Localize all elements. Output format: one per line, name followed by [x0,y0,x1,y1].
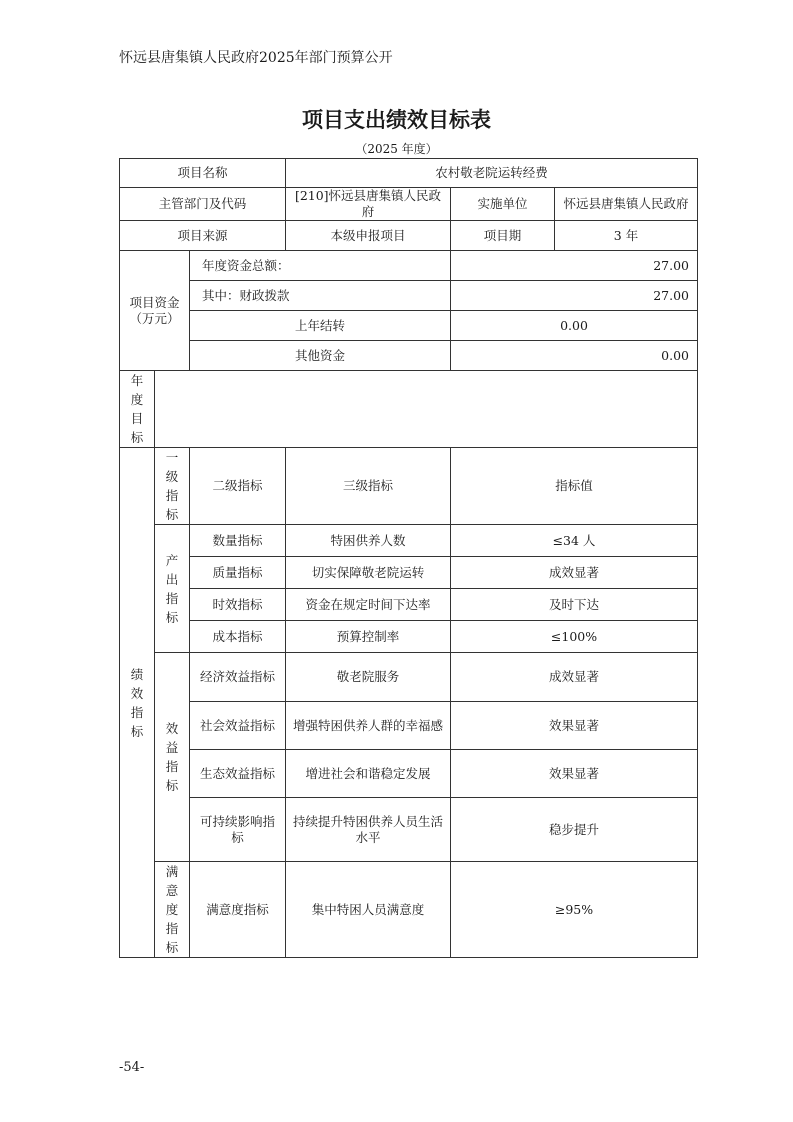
output-value: ≤100% [451,621,698,653]
table-row [120,371,698,448]
benefit-level3: 持续提升特困供养人员生活水平 [286,798,451,862]
table-row [120,525,698,557]
output-level3: 切实保障敬老院运转 [286,557,451,589]
output-value: 及时下达 [451,589,698,621]
period-value: 3 年 [555,221,698,251]
output-level2: 时效指标 [190,589,286,621]
funds-carryover-label: 上年结转 [190,311,451,341]
output-level2: 成本指标 [190,621,286,653]
header-level1: 一级指标 [165,450,179,522]
table-row [120,621,698,653]
table-row [120,251,698,281]
impl-value: 怀远县唐集镇人民政府 [555,188,698,221]
table-row [120,188,698,221]
satisfaction-value: ≥95% [451,862,698,958]
indicators-group-label: 绩效指标 [130,666,144,739]
benefit-level2: 经济效益指标 [190,653,286,702]
benefit-value: 稳步提升 [451,798,698,862]
page-number: -54- [119,1060,145,1075]
output-level2: 数量指标 [190,525,286,557]
satisfaction-label: 满意度指标 [165,864,179,955]
benefit-level2: 生态效益指标 [190,750,286,798]
table-row [120,341,698,371]
funds-carryover-value: 0.00 [451,311,698,341]
table-row [120,702,698,750]
benefit-value: 效果显著 [451,702,698,750]
dept-value: [210]怀远县唐集镇人民政府 [286,188,451,221]
dept-label: 主管部门及代码 [120,188,286,221]
funds-finance-label: 其中：财政拨款 [190,281,451,311]
impl-label: 实施单位 [451,188,555,221]
output-value: 成效显著 [451,557,698,589]
table-row [120,159,698,188]
output-label: 产出指标 [165,552,179,625]
output-level3: 预算控制率 [286,621,451,653]
benefit-level2: 社会效益指标 [190,702,286,750]
benefit-level3: 增强特困供养人群的幸福感 [286,702,451,750]
benefit-level3: 增进社会和谐稳定发展 [286,750,451,798]
page-subtitle: （2025 年度） [355,142,438,156]
output-level3: 特困供养人数 [286,525,451,557]
page-header: 怀远县唐集镇人民政府2025年部门预算公开 [119,50,393,66]
table-row [120,448,698,525]
table-row [120,750,698,798]
header-level3: 三级指标 [286,448,451,525]
output-level2: 质量指标 [190,557,286,589]
benefit-value: 效果显著 [451,750,698,798]
funds-unit: （万元） [129,310,180,326]
satisfaction-level2: 满意度指标 [190,862,286,958]
table-row [120,589,698,621]
period-label: 项目期 [451,221,555,251]
table-row [120,653,698,702]
source-label: 项目来源 [120,221,286,251]
output-value: ≤34 人 [451,525,698,557]
annual-target-value [155,371,698,448]
project-name-value: 农村敬老院运转经费 [286,159,698,188]
funds-other-label: 其他资金 [190,341,451,371]
funds-label-cell [120,251,190,371]
benefit-level3: 敬老院服务 [286,653,451,702]
funds-other-value: 0.00 [451,341,698,371]
annual-target-label-cell [120,371,155,448]
table-row [120,557,698,589]
annual-target-label: 年度目标 [130,373,144,445]
output-level3: 资金在规定时间下达率 [286,589,451,621]
table-row [120,281,698,311]
benefit-value: 成效显著 [451,653,698,702]
table-row [120,311,698,341]
satisfaction-label-cell [155,862,190,958]
funds-finance-value: 27.00 [451,281,698,311]
indicators-group-cell [120,448,155,958]
header-value: 指标值 [451,448,698,525]
page-title: 项目支出绩效目标表 [302,108,491,132]
project-name-label: 项目名称 [120,159,286,188]
header-level2: 二级指标 [190,448,286,525]
satisfaction-level3: 集中特困人员满意度 [286,862,451,958]
source-value: 本级申报项目 [286,221,451,251]
benefit-level2: 可持续影响指标 [190,798,286,862]
table-row [120,862,698,958]
performance-target-table [119,158,698,958]
funds-label: 项目资金 [129,294,180,310]
output-label-cell [155,525,190,653]
funds-total-label: 年度资金总额： [190,251,451,281]
funds-total-value: 27.00 [451,251,698,281]
table-row [120,798,698,862]
benefit-label: 效益指标 [165,721,179,793]
header-level1-cell [155,448,190,525]
benefit-label-cell [155,653,190,862]
table-row [120,221,698,251]
